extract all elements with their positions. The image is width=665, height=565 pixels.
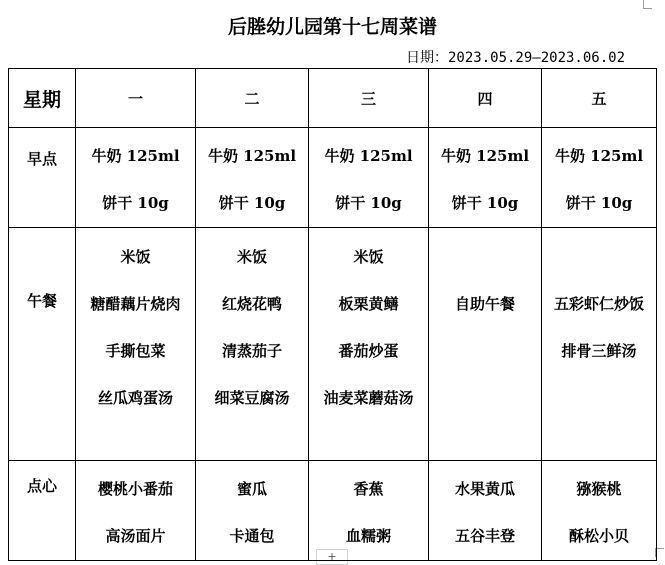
menu-item: 猕猴桃 [576, 480, 622, 498]
menu-item: 饼干 10g [102, 194, 169, 212]
menu-cell [542, 461, 657, 561]
menu-cell [309, 228, 429, 461]
menu-cell [76, 461, 196, 561]
row-label [9, 228, 76, 461]
menu-cell [429, 128, 542, 228]
menu-cell [196, 128, 309, 228]
menu-table [8, 68, 657, 561]
weekday-header: 星期 [9, 69, 76, 128]
breakfast-row [9, 128, 657, 228]
menu-cell [542, 228, 657, 461]
menu-item: 牛奶 125ml [324, 147, 413, 165]
row-label [9, 461, 76, 561]
menu-item: 手撕包菜 [105, 342, 166, 360]
menu-item: 香蕉 [353, 480, 384, 498]
menu-item: 丝瓜鸡蛋汤 [97, 389, 173, 407]
day-header: 一 [76, 69, 196, 128]
day-header: 三 [309, 69, 429, 128]
row-label-text: 点心 [26, 477, 57, 495]
menu-item: 排骨三鲜汤 [561, 342, 637, 360]
menu-item: 血糯粥 [345, 527, 391, 545]
page-corner-mark [643, 0, 652, 9]
menu-cell [429, 461, 542, 561]
menu-cell [196, 228, 309, 461]
row-label-text: 午餐 [26, 292, 57, 310]
menu-item: 牛奶 125ml [207, 147, 297, 165]
menu-cell [309, 128, 429, 228]
menu-item: 清蒸茄子 [221, 342, 282, 360]
menu-item: 水果黄瓜 [454, 480, 515, 498]
snack-row [9, 461, 657, 561]
menu-item: 饼干 10g [451, 194, 519, 212]
menu-item: 自助午餐 [454, 295, 515, 313]
menu-item: 细菜豆腐汤 [214, 389, 290, 407]
menu-item: 糖醋藕片烧肉 [90, 295, 181, 313]
menu-item: 饼干 10g [218, 194, 286, 212]
menu-title: 后塍幼儿园第十七周菜谱 [227, 16, 437, 38]
menu-item: 饼干 10g [335, 194, 402, 212]
menu-item: 卡通包 [229, 527, 275, 545]
menu-item: 牛奶 125ml [554, 147, 644, 165]
date-range: 日期：2023.05.29—2023.06.02 [406, 50, 626, 66]
menu-cell [542, 128, 657, 228]
menu-cell [309, 461, 429, 561]
menu-cell [76, 128, 196, 228]
menu-item: 番茄炒蛋 [338, 342, 399, 360]
menu-cell [76, 228, 196, 461]
menu-item: 牛奶 125ml [440, 147, 530, 165]
menu-item: 米饭 [353, 248, 384, 266]
menu-item: 牛奶 125ml [91, 147, 180, 165]
menu-item: 高汤面片 [105, 527, 166, 545]
add-row-marker[interactable]: + [316, 549, 348, 565]
row-label-text: 早点 [26, 150, 57, 168]
menu-item: 饼干 10g [565, 194, 633, 212]
menu-item: 五彩虾仁炒饭 [553, 295, 644, 313]
menu-item: 油麦菜蘑菇汤 [323, 389, 414, 407]
menu-cell [196, 461, 309, 561]
day-header: 二 [196, 69, 309, 128]
menu-cell [429, 228, 542, 461]
day-header: 五 [542, 69, 657, 128]
menu-item: 板栗黄鳝 [338, 295, 399, 313]
menu-item: 五谷丰登 [454, 527, 515, 545]
menu-item: 米饭 [236, 248, 267, 266]
menu-item: 酥松小贝 [568, 527, 629, 545]
day-header: 四 [429, 69, 542, 128]
menu-item: 樱桃小番茄 [97, 480, 173, 498]
header-row [9, 69, 657, 128]
menu-item: 红烧花鸭 [221, 295, 282, 313]
row-label [9, 128, 76, 228]
lunch-row [9, 228, 657, 461]
menu-item: 米饭 [120, 248, 151, 266]
menu-item: 蜜瓜 [236, 480, 267, 498]
